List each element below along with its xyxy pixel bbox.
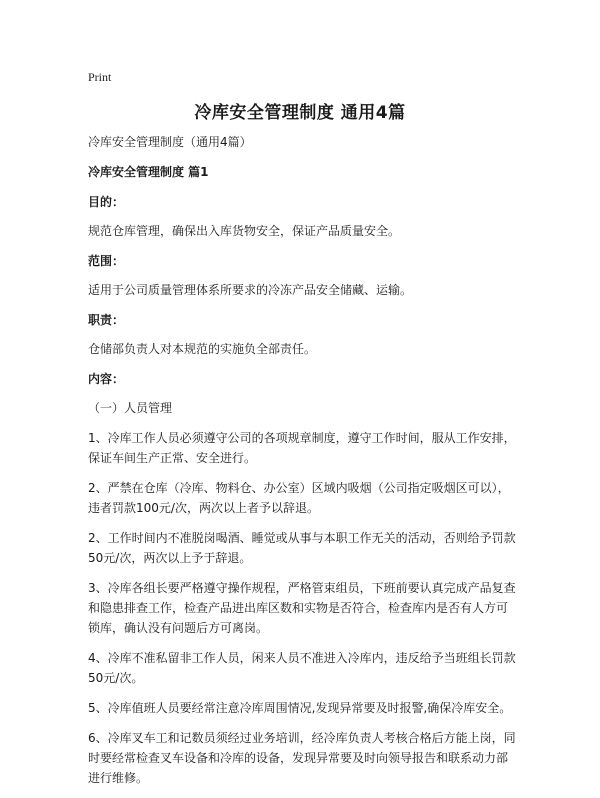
- list-item: 6、冷库叉车工和记数员须经过业务培训，经冷库负责人考核合格后方能上岗，同时要经常检查叉车设备和冷库的设备，发现异常要及时向领导报告和联系动力部进行维修。: [88, 731, 516, 785]
- purpose-text: 规范仓库管理，确保出入库货物安全，保证产品质量安全。: [88, 224, 401, 238]
- document-title: 冷库安全管理制度 通用4篇: [194, 103, 406, 123]
- document-subtitle: 冷库安全管理制度（通用4篇）: [88, 135, 252, 149]
- list-item: 3、冷库各组长要严格遵守操作规程，严格管束组员，下班前要认真完成产品复查和隐患排查工作，检查产品进出库区数和实物是否符合，检查库内是否有人方可锁库，确认没有问题后方可离岗。: [88, 581, 516, 635]
- scope-heading: 范围：: [88, 254, 125, 268]
- list-item: 2、严禁在仓库（冷库、物料仓、办公室）区域内吸烟（公司指定吸烟区可以），违者罚款100元/次，两次以上者予以辞退。: [88, 481, 510, 515]
- list-item: 2、工作时间内不准脱岗喝酒、睡觉或从事与本职工作无关的活动，否则给予罚款50元/次，两次以上予于辞退。: [88, 531, 516, 565]
- print-label[interactable]: Print: [88, 70, 112, 84]
- list-item: 5、冷库值班人员要经常注意冷库周围情况,发现异常要及时报警,确保冷库安全。: [88, 701, 512, 715]
- scope-text: 适用于公司质量管理体系所要求的冷冻产品安全储藏、运输。: [88, 283, 413, 297]
- duty-text: 仓储部负责人对本规范的实施负全部责任。: [88, 342, 317, 356]
- content-heading: 内容：: [88, 372, 125, 386]
- duty-heading: 职责：: [88, 313, 125, 327]
- personnel-heading: （一）人员管理: [88, 401, 173, 415]
- list-item: 1、冷库工作人员必须遵守公司的各项规章制度，遵守工作时间，服从工作安排，保证车间生产正常、安全进行。: [88, 431, 516, 465]
- list-item: 4、冷库不准私留非工作人员，闲来人员不准进入冷库内，违反给予当班组长罚款50元/次。: [88, 651, 516, 685]
- document-body: [88, 132, 518, 798]
- section-title: 冷库安全管理制度 篇1: [88, 165, 209, 179]
- purpose-heading: 目的：: [88, 195, 125, 209]
